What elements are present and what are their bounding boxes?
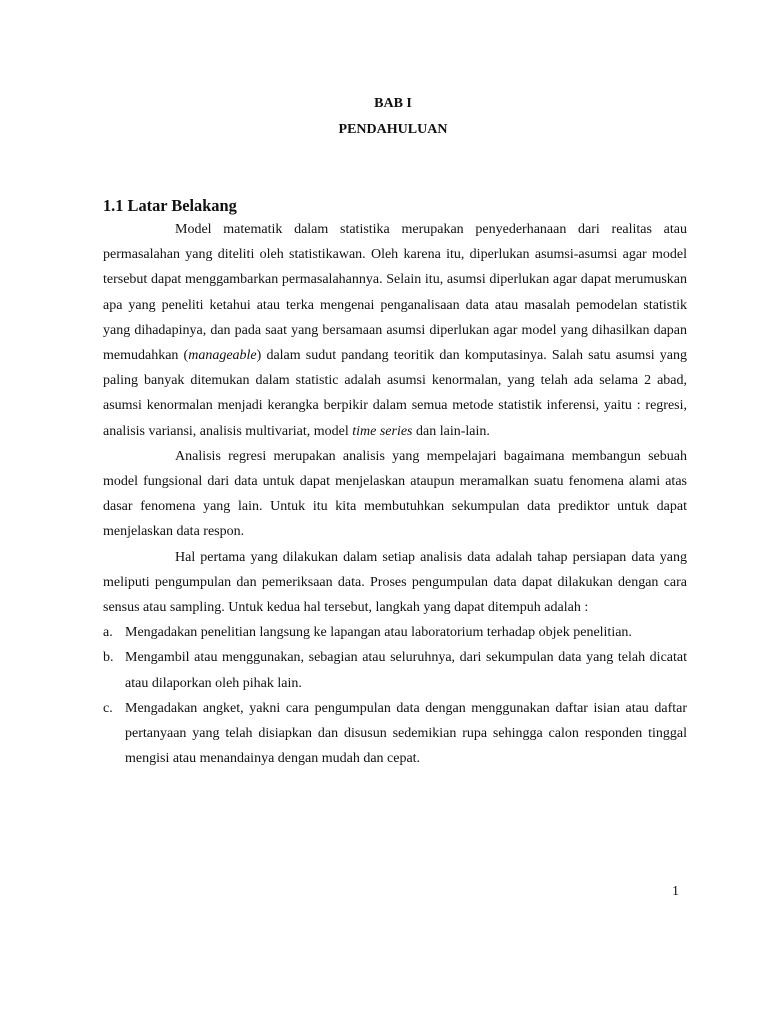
paragraph-1-italic-term: manageable xyxy=(188,348,257,364)
list-item-text: Mengambil atau menggunakan, sebagian atau seluruhnya, dari sekumpulan data yang telah dicatat atau dilaporkan oleh pihak lain. xyxy=(125,650,687,691)
list-marker: a. xyxy=(103,625,113,641)
list-item-text: Mengadakan angket, yakni cara pengumpulan data dengan menggunakan daftar isian atau daftar pertanyaan yang telah disiapkan dan disusun sedemikian rupa sehingga calon responden tinggal mengisi atau menandainya dengan mudah dan cepat. xyxy=(125,700,687,767)
paragraph-1-part-1: Model matematik dalam statistika merupakan penyederhanaan dari realitas atau permasalahan yang diteliti oleh statistikawan. Oleh karena itu, diperlukan asumsi-asumsi agar model tersebut dapat menggambarkan permasalahannya. Selain itu, asumsi diperlukan agar dapat merumuskan apa yang peneliti ketahui atau terka mengenai penganalisaan data atau masalah pemodelan statistik yang dihadapinya, dan pada saat yang bersamaan asumsi diperlukan agar model yang dihasilkan dapan memudahkan ( xyxy=(103,222,687,364)
section-heading: 1.1 Latar Belakang xyxy=(103,196,237,215)
list-item xyxy=(103,645,687,695)
list-marker: b. xyxy=(103,650,114,666)
list-marker: c. xyxy=(103,700,113,716)
paragraph-1-part-3: dan lain-lain. xyxy=(412,423,490,439)
paragraph-2: Analisis regresi merupakan analisis yang mempelajari bagaimana membangun sebuah model fungsional dari data untuk dapat menjelaskan ataupun meramalkan suatu fenomena alami atas dasar fenomena yang lain. Untuk itu kita membutuhkan sekumpulan data prediktor untuk dapat menjelaskan data respon. xyxy=(103,448,687,540)
list-item-text: Mengadakan penelitian langsung ke lapangan atau laboratorium terhadap objek penelitian. xyxy=(125,625,632,641)
step-list xyxy=(103,620,687,771)
paragraph-3: Hal pertama yang dilakukan dalam setiap analisis data adalah tahap persiapan data yang meliputi pengumpulan dan pemeriksaan data. Proses pengumpulan data dapat dilakukan dengan cara sensus atau sampling. Untuk kedua hal tersebut, langkah yang dapat ditempuh adalah : xyxy=(103,549,687,616)
paragraph-1-italic-term-2: time series xyxy=(352,423,413,439)
chapter-number: BAB I xyxy=(374,96,412,111)
paragraph-1 xyxy=(103,217,687,444)
list-item xyxy=(103,696,687,772)
document-body xyxy=(103,196,687,771)
list-item xyxy=(103,620,687,645)
paragraph-1-part-2: ) dalam sudut pandang teoritik dan komputasinya. Salah satu asumsi yang paling banyak ditemukan dalam statistic adalah asumsi kenormalan, yang telah ada selama 2 abad, asumsi kenormalan menjadi kerangka berpikir dalam semua metode statistik inferensi, yaitu : regresi, analisis variansi, analisis multivariat, model xyxy=(103,348,687,439)
page-number: 1 xyxy=(672,884,679,899)
chapter-title: PENDAHULUAN xyxy=(338,122,448,137)
